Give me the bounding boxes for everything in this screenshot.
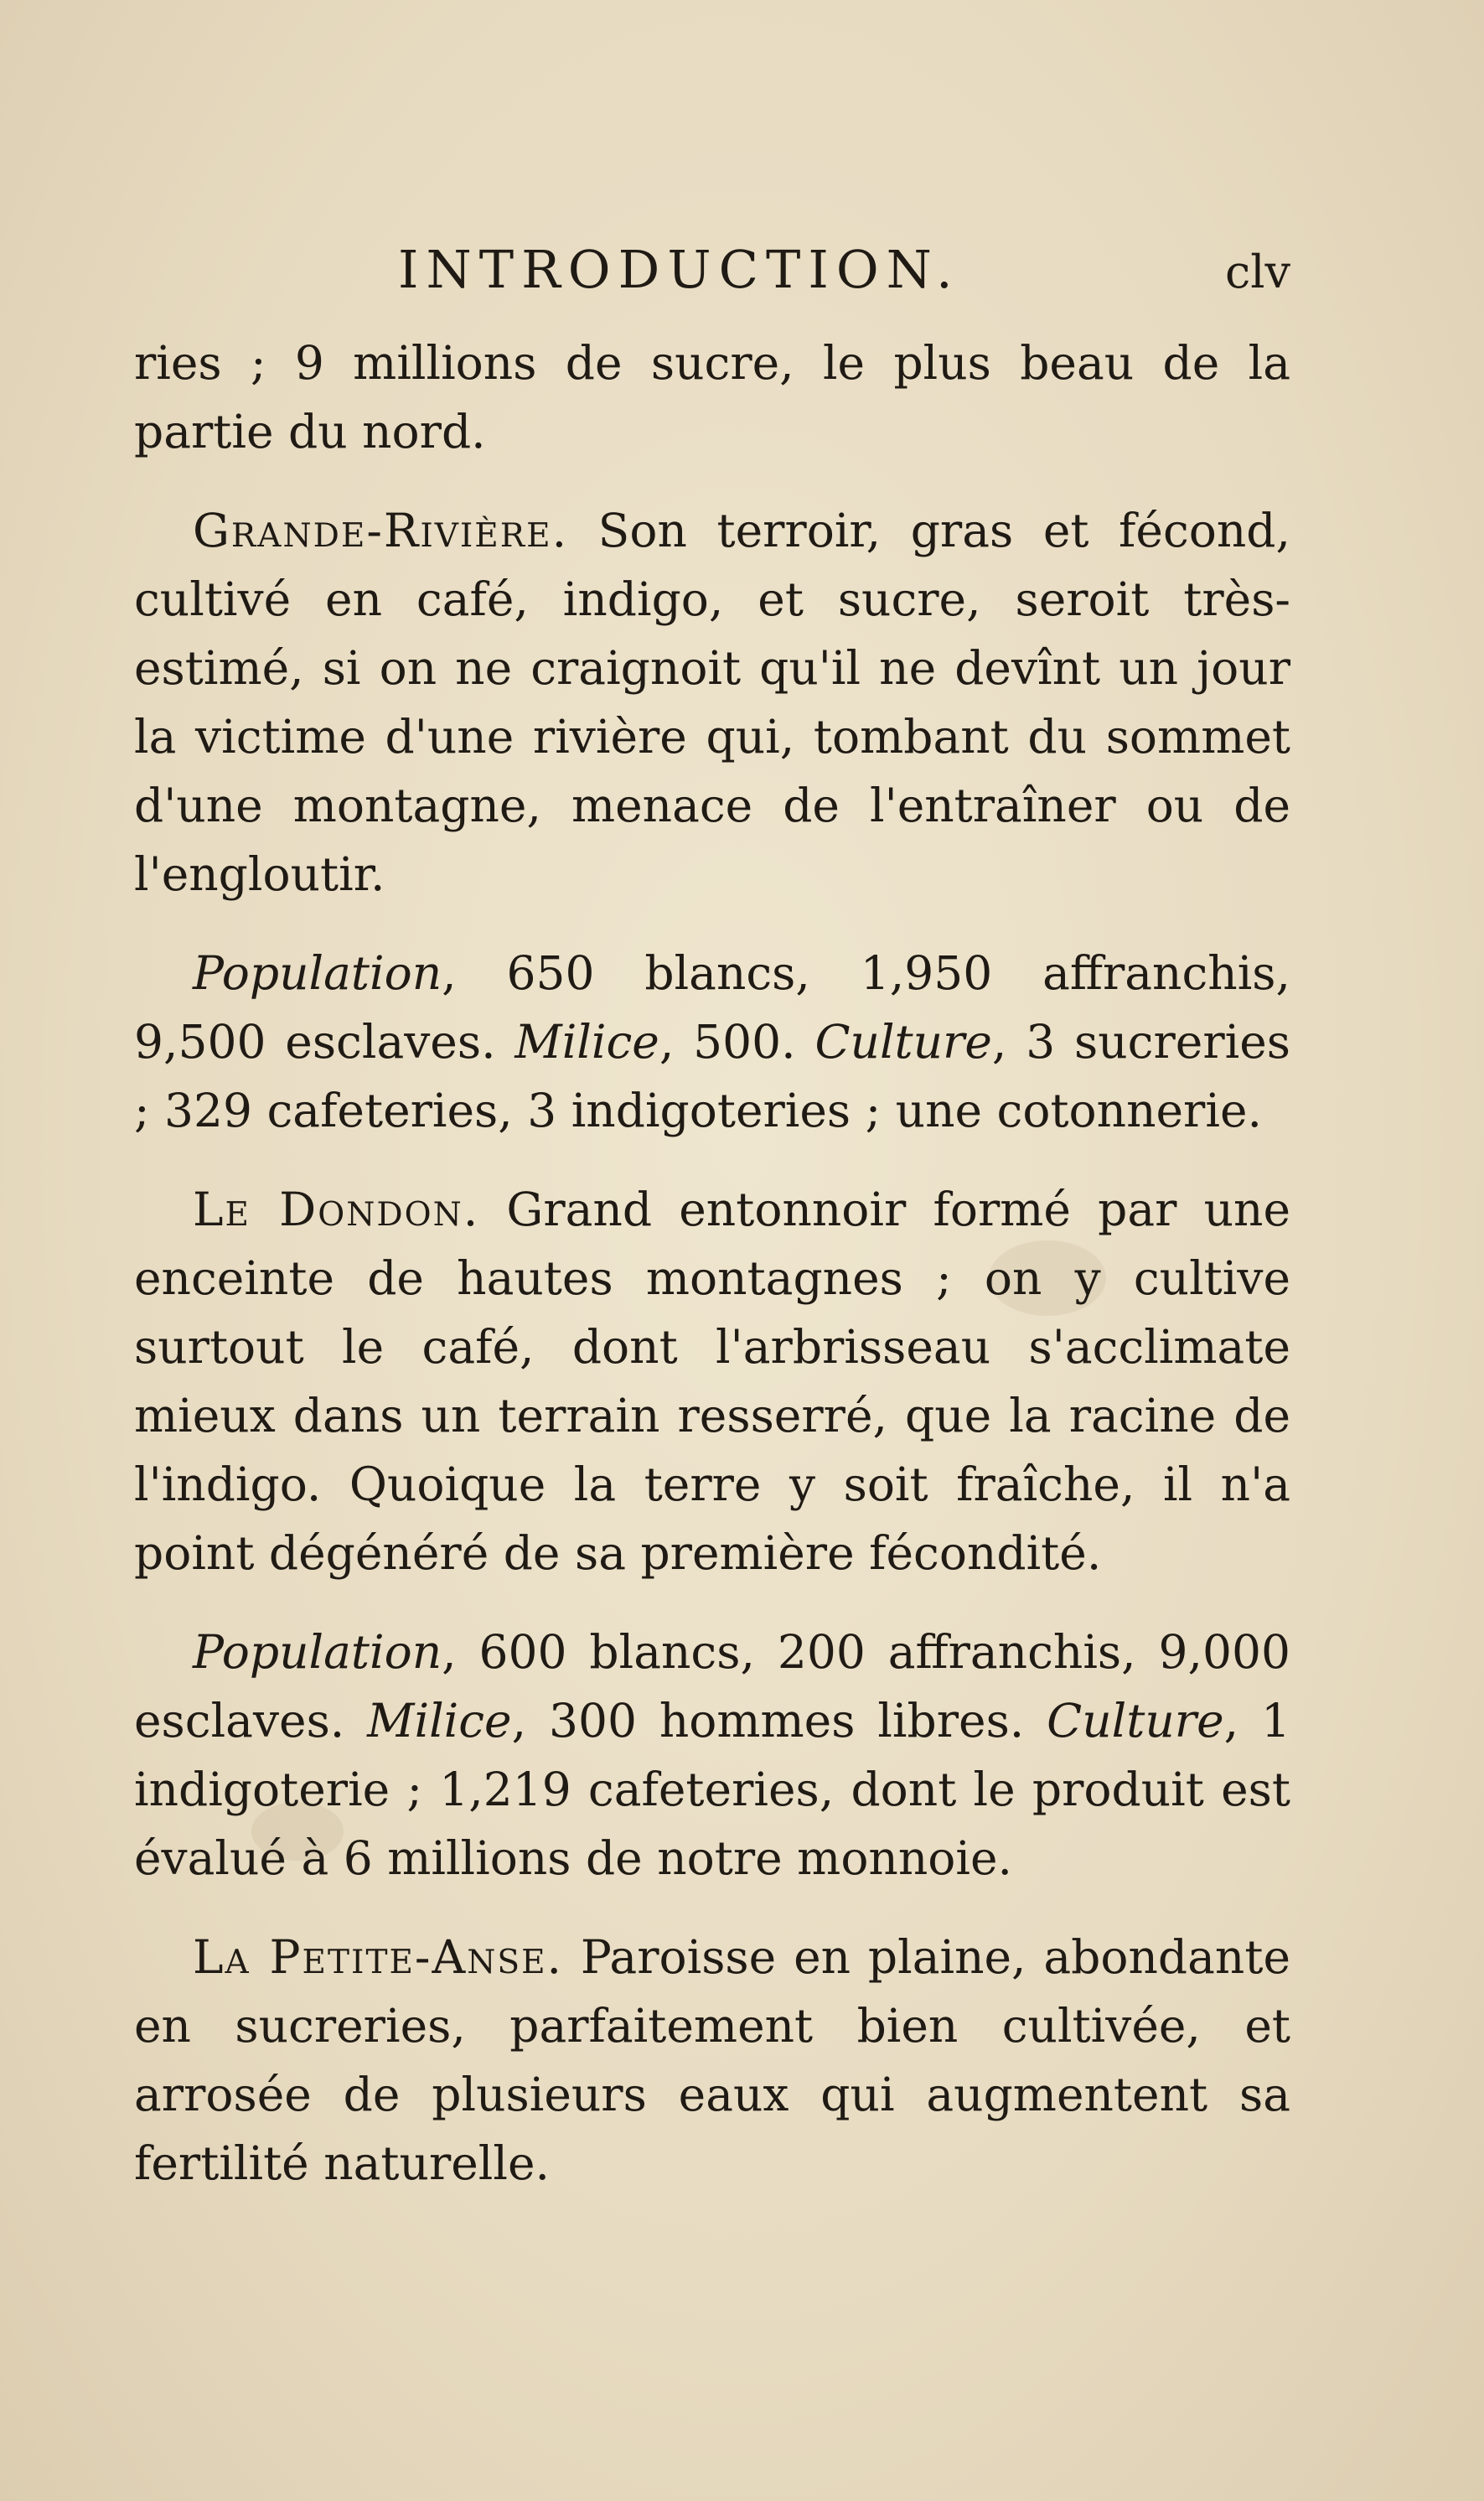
- milice-label: Milice: [514, 1015, 659, 1069]
- place-name: Le Dondon.: [193, 1183, 480, 1236]
- paragraph: [134, 939, 1290, 1145]
- culture-label: Culture: [814, 1015, 992, 1069]
- page-number: clv: [1224, 246, 1290, 298]
- culture-label: Culture: [1047, 1694, 1224, 1748]
- culture-text: , 3 sucreries ; 329 cafeteries, 3 indigoteries ; une cotonnerie.: [134, 1015, 1290, 1137]
- paragraph: [134, 1923, 1290, 2198]
- paragraph-text: ries ; 9 millions de sucre, le plus beau de la partie du nord.: [134, 336, 1290, 458]
- population-label: Population: [193, 946, 442, 1000]
- population-text: , 650 blancs, 1,950 affranchis, 9,500 esclaves.: [134, 946, 1290, 1069]
- paragraph: [134, 1618, 1290, 1893]
- paragraph: [134, 496, 1290, 909]
- milice-label: Milice: [367, 1694, 512, 1748]
- milice-text: , 500.: [659, 1015, 815, 1069]
- paragraph-text: Grand entonnoir formé par une enceinte de hautes montagnes ; on y cultive surtout le café, dont l'arbrisseau s'acclimate mieux dans un terrain resserré, que la racine de l'indigo. Quoique la terre y soit fraîche, il n'a point dégénéré de sa première fécondité.: [134, 1183, 1290, 1580]
- running-title: INTRODUCTION.: [398, 239, 960, 300]
- place-name: La Petite-Anse.: [193, 1930, 564, 1984]
- population-text: , 600 blancs, 200 affranchis, 9,000 esclaves.: [134, 1625, 1290, 1748]
- body-text: [134, 329, 1290, 2198]
- milice-text: , 300 hommes libres.: [511, 1694, 1047, 1748]
- place-name: Grande-Rivière.: [193, 504, 569, 557]
- paragraph-text: Son terroir, gras et fécond, cultivé en café, indigo, et sucre, seroit très-estimé, si on ne craignoit qu'il ne devînt un jour la victime d'une rivière qui, tombant du sommet d'une montagne, menace de l'entraîner ou de l'engloutir.: [134, 504, 1290, 901]
- paragraph-text: Paroisse en plaine, abondante en sucreries, parfaitement bien cultivée, et arrosée de plusieurs eaux qui augmentent sa fertilité naturelle.: [134, 1930, 1290, 2190]
- paragraph: [134, 329, 1290, 466]
- paragraph: [134, 1175, 1290, 1587]
- culture-text: , 1 indigoterie ; 1,219 cafeteries, dont le produit est évalué à 6 millions de notre monnoie.: [134, 1694, 1290, 1885]
- page-header: [134, 239, 1290, 306]
- population-label: Population: [193, 1625, 442, 1679]
